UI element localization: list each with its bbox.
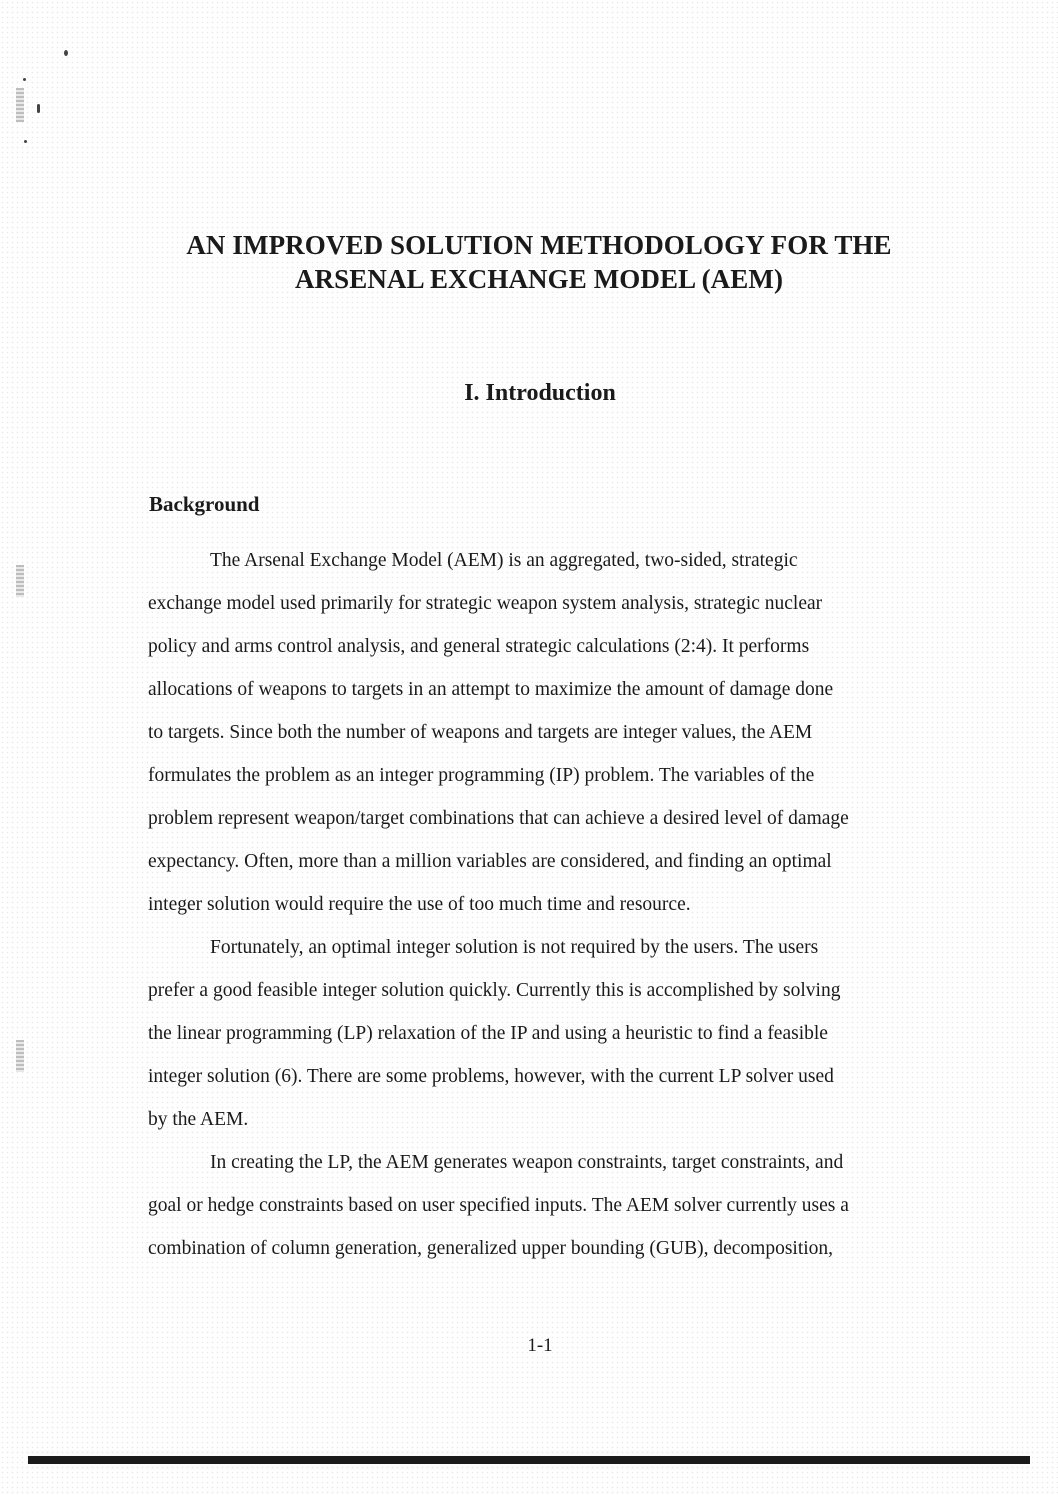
text-line: to targets. Since both the number of weapons and targets are integer values, the AEM — [148, 722, 813, 743]
text-line: integer solution (6). There are some problems, however, with the current LP solver used — [148, 1066, 834, 1087]
text-line: In creating the LP, the AEM generates weapon constraints, target constraints, and — [210, 1152, 844, 1173]
text-line: prefer a good feasible integer solution quickly. Currently this is accomplished by solving — [148, 980, 841, 1001]
text-line: combination of column generation, generalized upper bounding (GUB), decomposition, — [148, 1238, 834, 1259]
text-line: allocations of weapons to targets in an attempt to maximize the amount of damage done — [148, 679, 834, 700]
paragraph — [148, 926, 928, 1141]
page-number: 1-1 — [527, 1335, 553, 1356]
text-line: The Arsenal Exchange Model (AEM) is an aggregated, two-sided, strategic — [210, 550, 798, 571]
text-line: by the AEM. — [148, 1109, 249, 1130]
text-line: the linear programming (LP) relaxation of the IP and using a heuristic to find a feasible — [148, 1023, 828, 1044]
text-line: goal or hedge constraints based on user specified inputs. The AEM solver currently uses a — [148, 1195, 849, 1216]
subsection-heading: Background — [149, 492, 260, 516]
body-text — [148, 539, 928, 1270]
title-line: AN IMPROVED SOLUTION METHODOLOGY FOR THE — [186, 230, 892, 260]
document-title — [0, 228, 1058, 296]
paragraph — [148, 539, 928, 926]
text-line: problem represent weapon/target combinations that can achieve a desired level of damage — [148, 808, 849, 829]
text-line: Fortunately, an optimal integer solution is not required by the users. The users — [210, 937, 819, 958]
text-line: exchange model used primarily for strategic weapon system analysis, strategic nuclear — [148, 593, 823, 614]
section-heading: I. Introduction — [464, 380, 616, 406]
scan-speck — [24, 140, 27, 143]
scan-edge-streak — [16, 88, 24, 122]
text-line: expectancy. Often, more than a million variables are considered, and finding an optimal — [148, 851, 832, 872]
title-line: ARSENAL EXCHANGE MODEL (AEM) — [294, 264, 784, 294]
scan-speck — [23, 78, 26, 81]
scan-edge-streak — [16, 1040, 24, 1072]
paragraph — [148, 1141, 928, 1270]
text-line: integer solution would require the use of too much time and resource. — [148, 894, 691, 915]
text-line: policy and arms control analysis, and general strategic calculations (2:4). It performs — [148, 636, 810, 657]
scan-bottom-border — [28, 1456, 1030, 1464]
scan-speck — [64, 50, 68, 56]
text-line: formulates the problem as an integer programming (IP) problem. The variables of the — [148, 765, 815, 786]
scan-speck — [37, 104, 40, 113]
scan-edge-streak — [16, 565, 24, 597]
